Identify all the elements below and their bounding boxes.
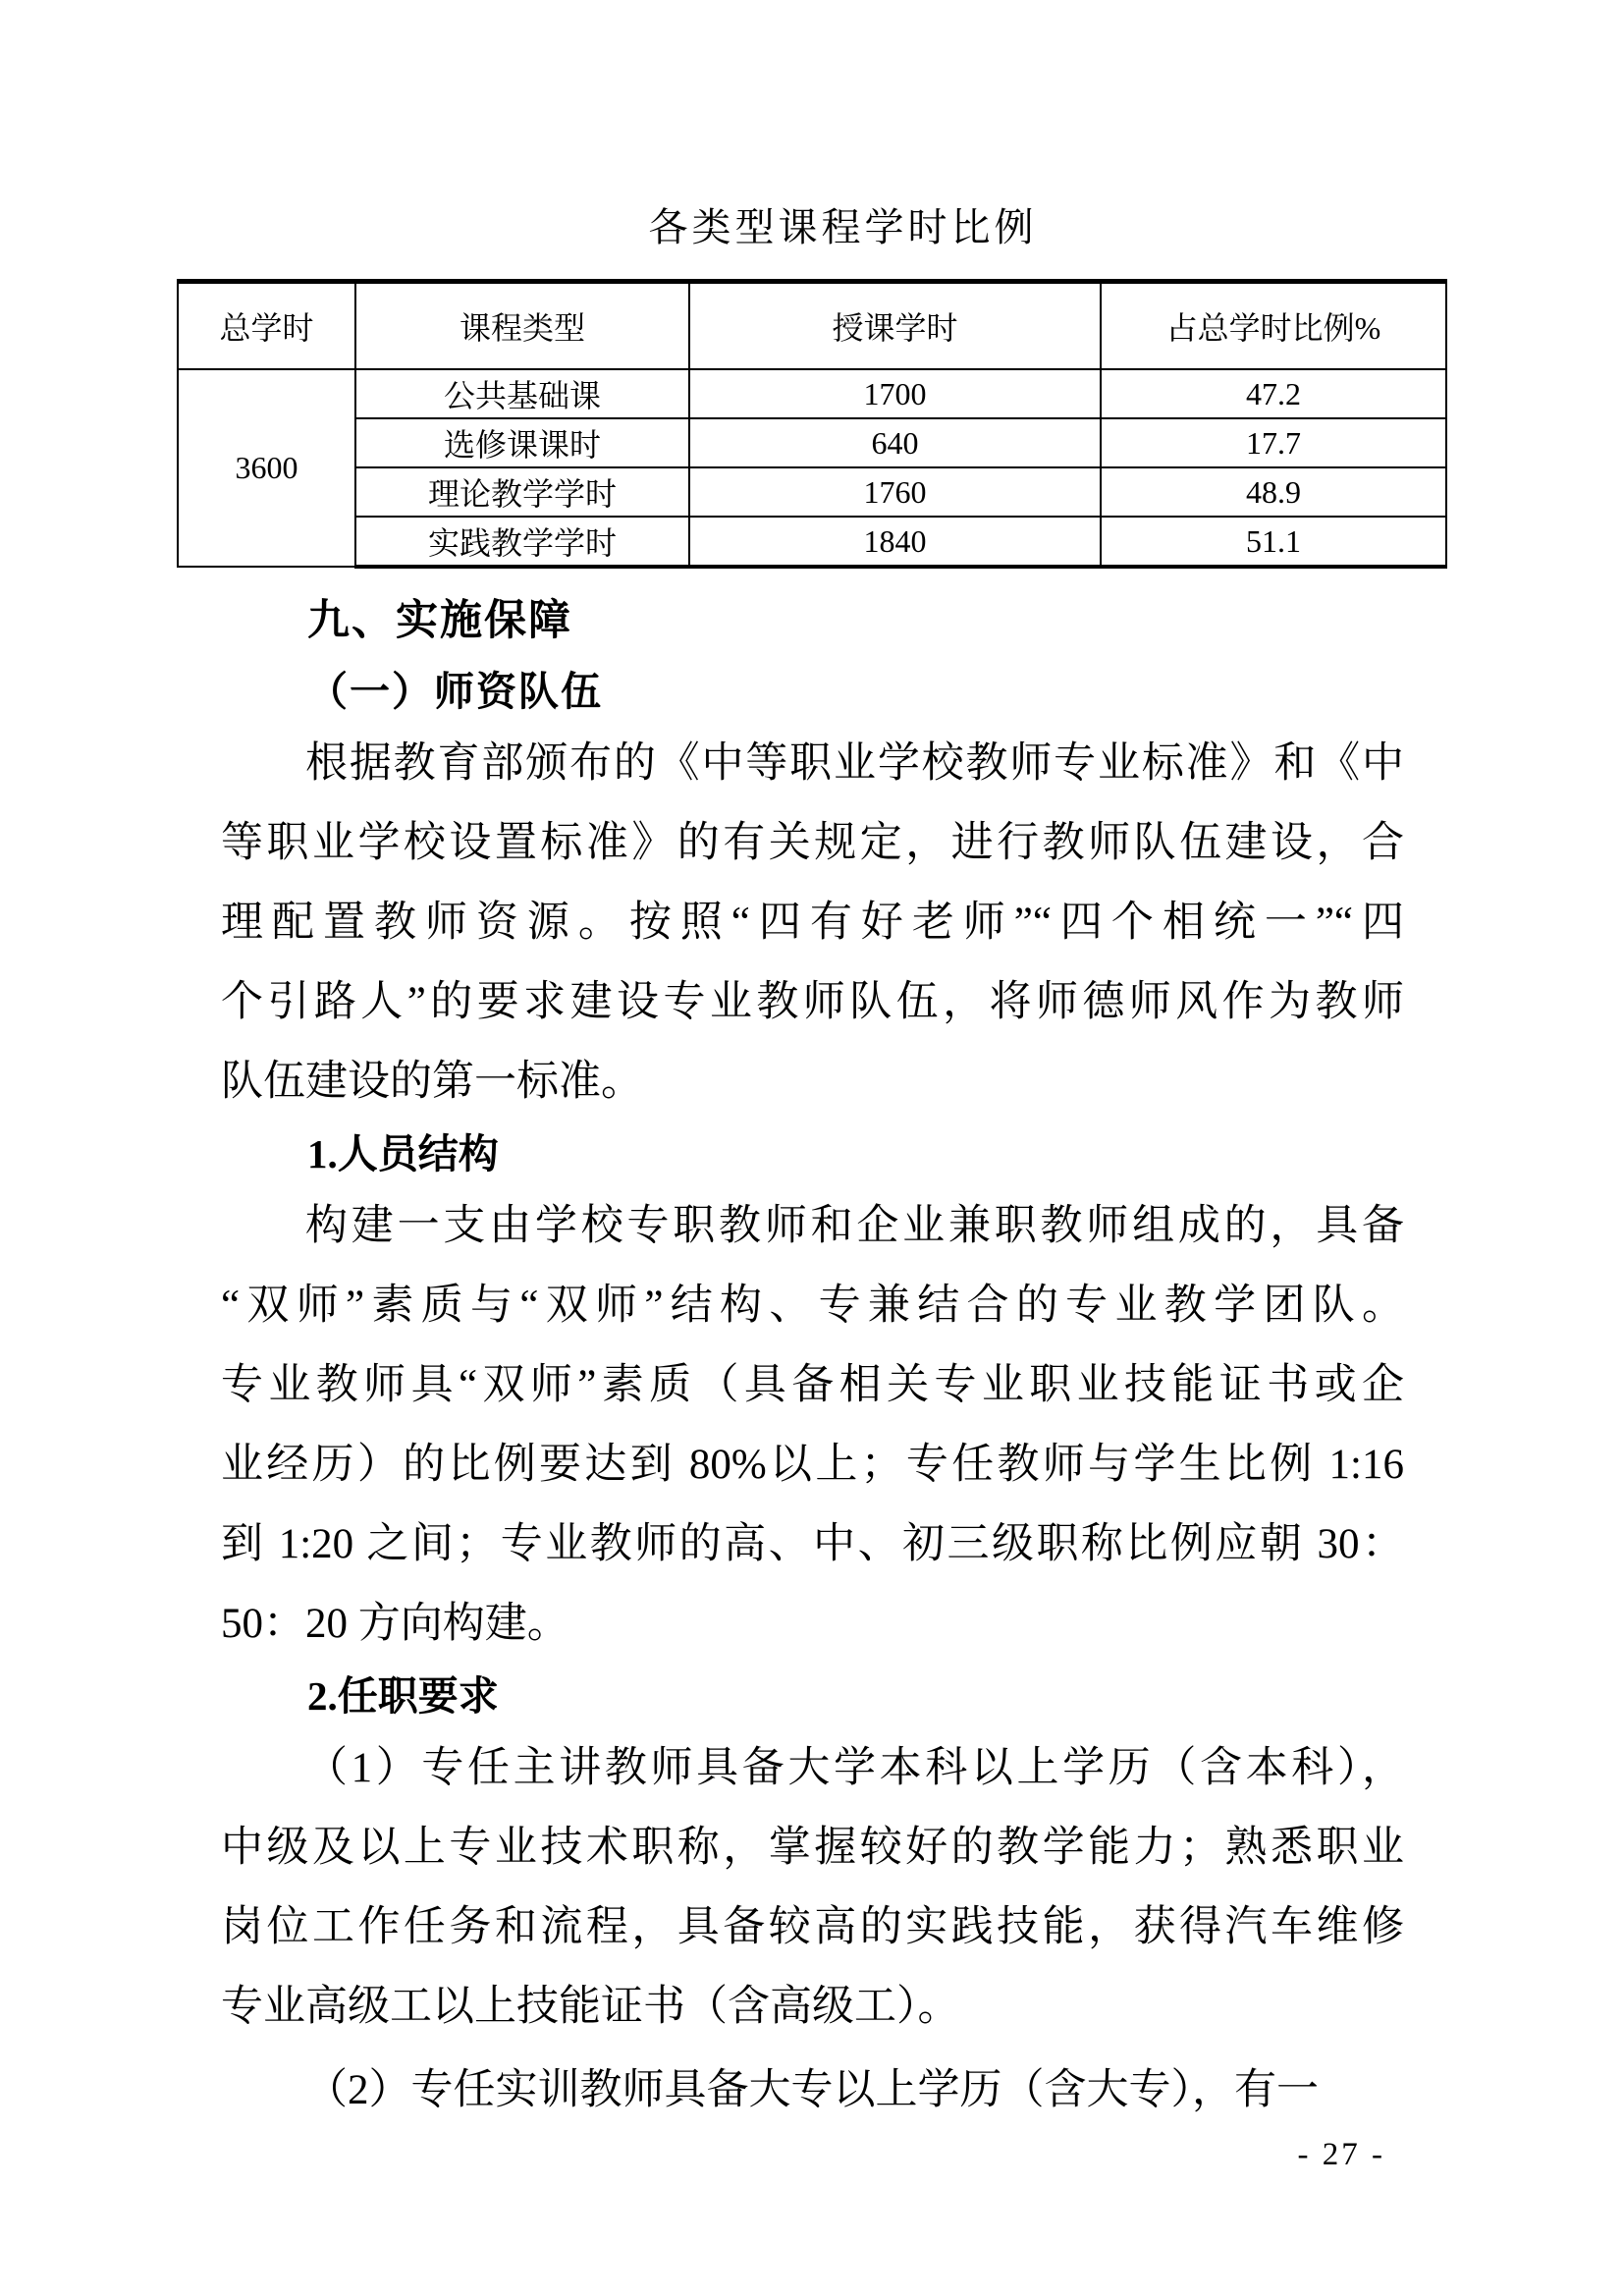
text-line: 岗位工作任务和流程，具备较高的实践技能，获得汽车维修: [221, 1904, 1404, 1950]
paragraph-personnel-structure: [221, 1186, 1404, 1664]
text-line: 专业高级工以上技能证书（含高级工）。: [221, 1984, 960, 2030]
subsection-heading-teaching-staff: （一）师资队伍: [307, 669, 603, 714]
text-line: 等职业学校设置标准》的有关规定，进行教师队伍建设，合: [221, 820, 1404, 866]
text-line: 到 1:20 之间；专业教师的高、中、初三级职称比例应朝 30：: [221, 1521, 1404, 1567]
table-row: [178, 418, 1446, 467]
text-line: 业经历）的比例要达到 80%以上；专任教师与学生比例 1:16: [221, 1442, 1404, 1488]
course-type-cell: 理论教学学时: [355, 467, 689, 517]
total-hours-cell: 3600: [178, 369, 355, 567]
percent-cell: 51.1: [1101, 517, 1446, 567]
page-number: - 27 -: [1297, 2137, 1385, 2172]
percent-cell: 47.2: [1101, 369, 1446, 418]
paragraph-lecturer-requirements: [221, 1728, 1404, 2047]
heading-job-requirements: 2.任职要求: [307, 1673, 499, 1719]
hours-cell: 640: [689, 418, 1101, 467]
hours-cell: 1840: [689, 517, 1101, 567]
col-header-teaching-hours: 授课学时: [689, 282, 1101, 370]
hours-cell: 1700: [689, 369, 1101, 418]
paragraph-trainer-requirements: [221, 2050, 1404, 2130]
text-line: （2）专任实训教师具备大专以上学历（含大专），有一: [305, 2067, 1319, 2113]
section-heading-implementation-guarantee: 九、实施保障: [307, 597, 572, 644]
course-type-cell: 选修课课时: [355, 418, 689, 467]
text-line: “双师”素质与“双师”结构、专兼结合的专业教学团队。: [221, 1283, 1404, 1329]
percent-cell: 48.9: [1101, 467, 1446, 517]
table-row: [178, 467, 1446, 517]
text-line: 50：20 方向构建。: [221, 1601, 569, 1647]
table-row: [178, 517, 1446, 567]
course-type-cell: 实践教学学时: [355, 517, 689, 567]
col-header-percent: 占总学时比例%: [1101, 282, 1446, 370]
text-line: 中级及以上专业技术职称，掌握较好的教学能力；熟悉职业: [221, 1825, 1404, 1871]
text-line: 构建一支由学校专职教师和企业兼职教师组成的，具备: [305, 1203, 1404, 1249]
text-line: 理配置教师资源。按照“四有好老师”“四个相统一”“四: [221, 900, 1404, 946]
table-title: 各类型课程学时比例: [648, 205, 1038, 249]
text-line: 根据教育部颁布的《中等职业学校教师专业标准》和《中: [305, 740, 1404, 787]
text-line: 个引路人”的要求建设专业教师队伍，将师德师风作为教师: [221, 979, 1404, 1025]
table-header-row: [178, 282, 1446, 370]
course-hours-table: [177, 279, 1447, 569]
text-line: 专业教师具“双师”素质（具备相关专业职业技能证书或企: [221, 1362, 1404, 1408]
paragraph-staff-building: [221, 724, 1404, 1121]
col-header-total-hours: 总学时: [178, 282, 355, 370]
hours-cell: 1760: [689, 467, 1101, 517]
text-line: （1）专任主讲教师具备大学本科以上学历（含本科），: [305, 1745, 1404, 1791]
text-line: 队伍建设的第一标准。: [221, 1059, 643, 1105]
table-row: [178, 369, 1446, 418]
heading-personnel-structure: 1.人员结构: [307, 1131, 499, 1176]
percent-cell: 17.7: [1101, 418, 1446, 467]
col-header-course-type: 课程类型: [355, 282, 689, 370]
course-type-cell: 公共基础课: [355, 369, 689, 418]
